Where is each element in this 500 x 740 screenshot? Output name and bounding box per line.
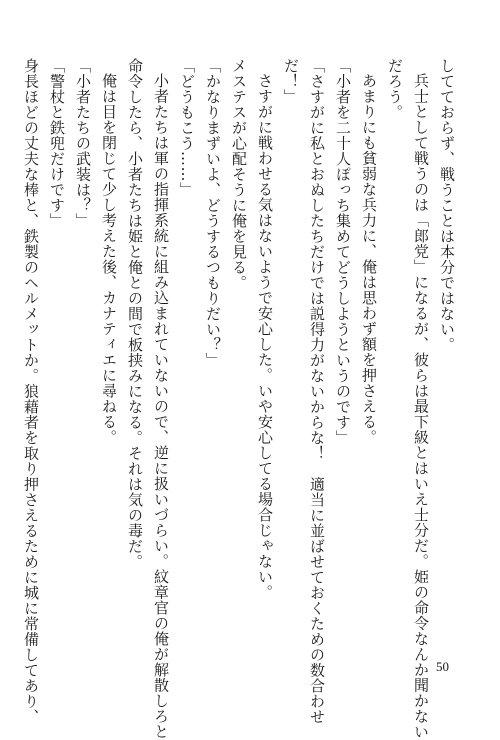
text-line: さすがに戦わせる気はないようで安心した。いや安心してる場合じゃない。 bbox=[256, 73, 274, 600]
page-number: 50 bbox=[436, 659, 449, 674]
text-line: してておらず、戦うことは本分ではない。 bbox=[438, 58, 456, 353]
text-line: 「さすがに私とおぬしたちだけでは説得力がないからな！ 適当に並ばせておくための数合わせ bbox=[308, 58, 326, 725]
text-line: 命令したら、小者たちは姫と俺との間で板挟みになる。それは気の毒だ。 bbox=[126, 58, 144, 570]
text-line: 兵士として戦うのは「郎党」になるが、彼らは最下級とはいえ士分だ。姫の命令なんか聞かない bbox=[412, 73, 430, 740]
text-line: だろう。 bbox=[386, 58, 404, 120]
text-line: 「小者を二十人ぽっち集めてどうしようというのです」 bbox=[334, 58, 352, 446]
text-line: 身長ほどの丈夫な棒と、鉄製のヘルメットか。狼藉者を取り押さえるために城に常備してあり、 bbox=[22, 58, 40, 725]
text-line: 小者たちは軍の指揮系統に組み込まれていないので、逆に扱いづらい。紋章官の俺が解散しろと bbox=[152, 73, 170, 740]
text-line: あまりにも貧弱な兵力に、俺は思わず額を押さえる。 bbox=[360, 73, 378, 445]
text-line: 「警杖と鉄兜だけです」 bbox=[48, 58, 66, 229]
text-line: だ！」 bbox=[282, 58, 300, 105]
text-line: 「どうもこう……」 bbox=[178, 58, 196, 198]
text-line: 「かなりまずいよ、どうするつもりだい？」 bbox=[204, 58, 222, 368]
text-line: 俺は目を閉じて少し考えた後、カナティエに尋ねる。 bbox=[100, 73, 118, 445]
text-line: メステスが心配そうに俺を見る。 bbox=[230, 58, 248, 291]
text-line: 「小者たちの武装は？」 bbox=[74, 58, 92, 229]
